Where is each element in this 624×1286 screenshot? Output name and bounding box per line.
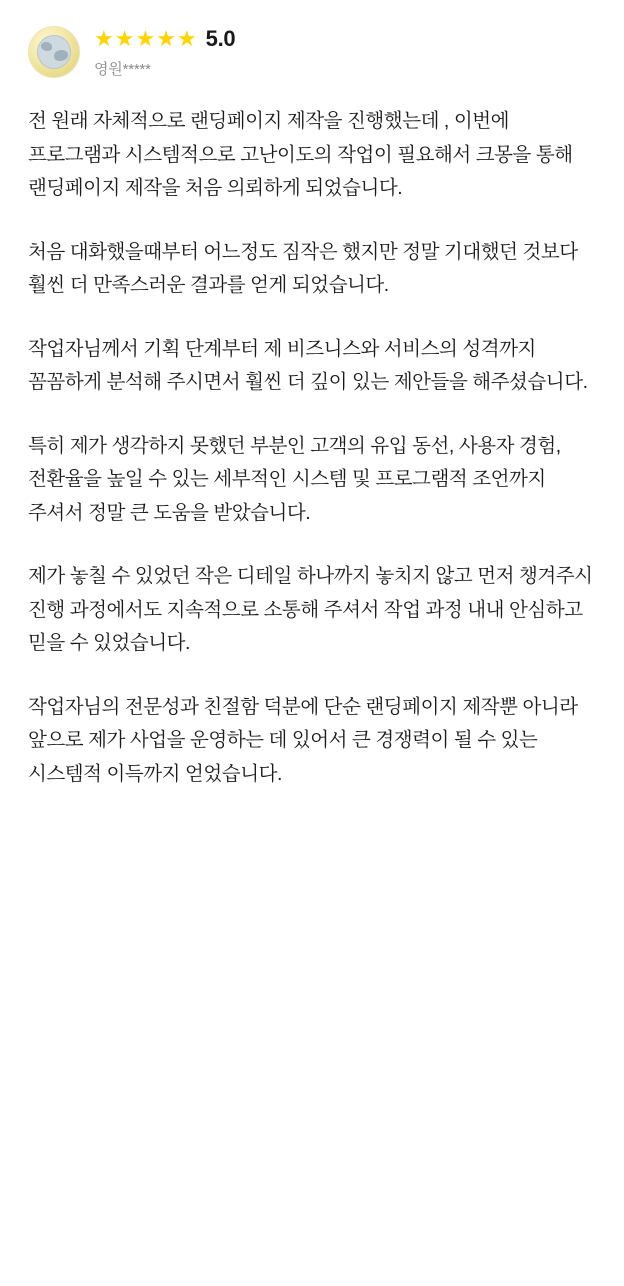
review-paragraph: 특히 제가 생각하지 못했던 부분인 고객의 유입 동선, 사용자 경험, 전환율을 높일 수 있는 세부적인 시스템 및 프로그램적 조언까지 주셔서 정말 큰 도움을 받았습니다. [28,434,561,524]
rating-row [94,28,235,50]
review-meta [94,26,235,79]
review-header [28,26,596,79]
star-icon-1: ★ [94,26,114,51]
review-body [28,105,596,792]
star-icon-5: ★ [176,26,197,51]
star-rating [94,28,197,50]
review-paragraph: 전 원래 자체적으로 랜딩페이지 제작을 진행했는데 , 이번에 프로그램과 시스템적으로 고난이도의 작업이 필요해서 크몽을 통해 랜딩페이지 제작을 처음 의뢰하게 되었습니다. [28,110,573,200]
rating-score: 5.0 [205,26,236,51]
review-paragraph: 제가 놓칠 수 있었던 작은 디테일 하나까지 놓치지 않고 먼저 챙겨주시 진행 과정에서도 지속적으로 소통해 주셔서 작업 과정 내내 안심하고 믿을 수 있었습니다. [28,565,593,655]
review-paragraph: 처음 대화했을때부터 어느정도 짐작은 했지만 정말 기대했던 것보다 훨씬 더 만족스러운 결과를 얻게 되었습니다. [28,240,578,297]
review-paragraph: 작업자님의 전문성과 친절함 덕분에 단순 랜딩페이지 제작뿐 아니라 앞으로 제가 사업을 운영하는 데 있어서 큰 경쟁력이 될 수 있는 시스템적 이득까지 얻었습니다. [28,695,578,785]
reviewer-name: 영원***** [94,61,151,78]
star-icon-3: ★ [135,26,156,51]
review-paragraph: 작업자님께서 기획 단계부터 제 비즈니스와 서비스의 성격까지 꼼꼼하게 분석해 주시면서 훨씬 더 깊이 있는 제안들을 해주셨습니다. [28,337,588,394]
star-icon-4: ★ [156,26,176,51]
globe-avatar-icon [37,35,71,69]
avatar [28,26,80,78]
star-icon-2: ★ [114,26,135,51]
